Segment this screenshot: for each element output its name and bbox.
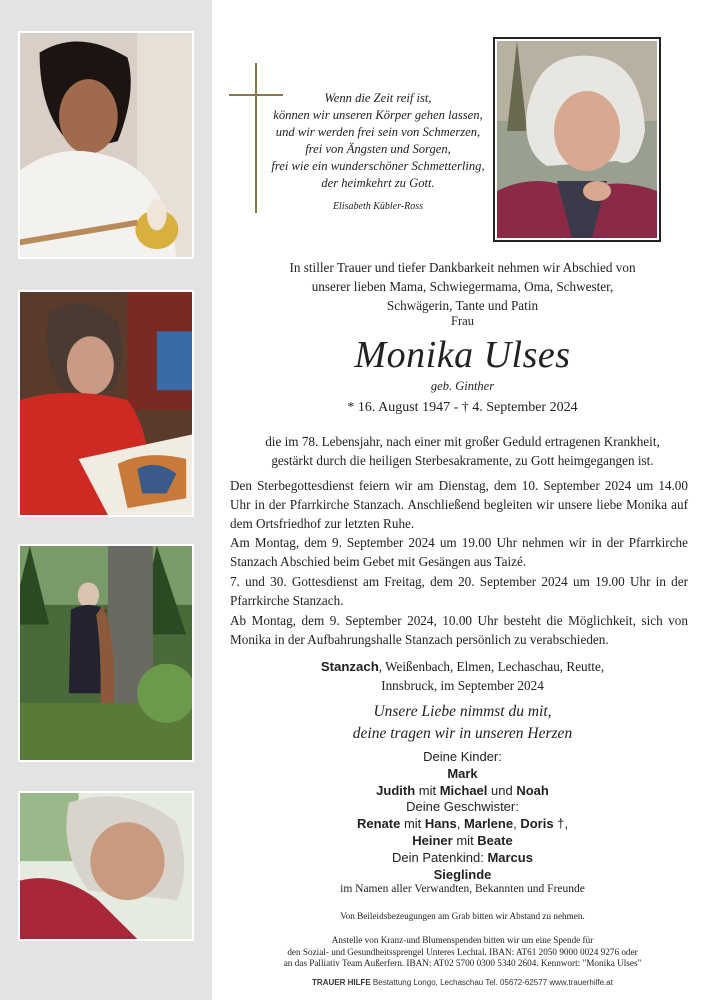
footer-text: Bestattung Longo, Lechaschau Tel. 05672-62577 www.trauerhilfe.at — [370, 978, 613, 987]
poem — [262, 90, 494, 215]
grandchild-name: Noah — [516, 782, 549, 798]
other-name: Sieglinde — [433, 866, 492, 882]
connector-text: mit — [452, 832, 478, 848]
siblings-label: Deine Geschwister: — [406, 799, 519, 815]
intro-line: In stiller Trauer und tiefer Dankbarkeit nehmen wir Abschied von — [289, 260, 636, 275]
motto-line: deine tragen wir in unseren Herzen — [352, 725, 573, 742]
connector-text: mit — [415, 782, 440, 798]
death-text-line: gestärkt durch die heiligen Sterbesakramente, zu Gott heimgegangen ist. — [271, 453, 654, 468]
photo-smiling-woman — [18, 791, 194, 941]
cross-icon — [255, 63, 257, 213]
paragraph-viewing: Ab Montag, dem 9. September 2024, 10.00 Uhr besteht die Möglichkeit, sich von Monika in der Aufbahrungshalle Stanzach persönlich zu verabschieden. — [230, 613, 688, 647]
place-and-date — [225, 657, 700, 695]
partner-name: Hans — [424, 816, 457, 832]
motto-line: Unsere Liebe nimmst du mit, — [373, 703, 552, 720]
poem-author: Elisabeth Kübler-Ross — [332, 201, 424, 212]
place-towns: , Weißenbach, Elmen, Lechaschau, Reutte, — [378, 659, 605, 674]
sibling-name: Heiner — [412, 832, 453, 848]
sibling-name: Marlene — [463, 816, 514, 832]
poem-line: frei von Ängsten und Sorgen, — [305, 142, 451, 156]
footer — [225, 978, 700, 987]
photo-woman-painting — [18, 290, 194, 517]
relatives-text: im Namen aller Verwandten, Bekannten und Freunde — [340, 883, 585, 895]
place-town-bold: Stanzach — [320, 659, 379, 674]
birth-name: geb. Ginther — [430, 379, 495, 393]
poem-line: Wenn die Zeit reif ist, — [324, 91, 432, 105]
intro-line: Schwägerin, Tante und Patin — [386, 298, 539, 313]
sibling-name: Renate — [356, 816, 401, 832]
donation-note — [225, 935, 700, 970]
portrait-photo — [493, 37, 661, 242]
life-dates: * 16. August 1947 - † 4. September 2024 — [347, 400, 578, 415]
poem-line: der heimkehrt zu Gott. — [321, 176, 435, 190]
partner-name: Michael — [439, 782, 488, 798]
paragraph-memorial-mass: 7. und 30. Gottesdienst am Freitag, dem 20. September 2024 um 19.00 Uhr in der Pfarrkirche Stanzach. — [230, 574, 688, 608]
godchild-name: Marcus — [487, 849, 533, 865]
donation-line: Anstelle von Kranz-und Blumenspenden bitten wir um eine Spende für — [331, 935, 594, 945]
photo-sidebar — [0, 0, 212, 1000]
salutation: Frau — [451, 314, 474, 328]
poem-line: können wir unseren Körper gehen lassen, — [273, 108, 483, 122]
connector-text: und — [487, 782, 517, 798]
godchild-label: Dein Patenkind: — [392, 849, 488, 865]
paragraph-funeral-mass: Den Sterbegottesdienst feiern wir am Dienstag, dem 10. September 2024 um 14.00 Uhr in der Pfarrkirche Stanzach. Anschließend begleiten wir unsere liebe Monika auf dem Ortsfriedhof zur letzten Ruhe. — [230, 478, 688, 531]
children-label: Deine Kinder: — [423, 749, 502, 764]
photo-young-woman-sculpting — [18, 31, 194, 259]
death-text — [225, 432, 700, 470]
connector-text: mit — [400, 816, 425, 832]
place-line2: Innsbruck, im September 2024 — [381, 678, 544, 693]
intro-text — [225, 258, 700, 315]
motto — [225, 701, 700, 745]
photo-woman-in-forest — [18, 544, 194, 762]
paragraph-prayer: Am Montag, dem 9. September 2024 um 19.00 Uhr nehmen wir in der Pfarrkirche Stanzach Abschied beim Gebet mit Gesängen aus Taizé. — [230, 535, 688, 569]
connector-text: †, — [553, 816, 569, 832]
connector-text: , — [456, 816, 464, 832]
donation-line: den Sozial- und Gesundheitssprengel Unteres Lechtal. IBAN: AT61 2050 9000 0024 9276 oder — [287, 946, 638, 957]
intro-line: unserer lieben Mama, Schwiegermama, Oma, Schwester, — [311, 279, 614, 294]
connector-text: , — [513, 816, 521, 832]
footer-brand: TRAUER HILFE — [312, 978, 371, 987]
child-name: Judith — [376, 782, 416, 798]
poem-line: und wir werden frei sein von Schmerzen, — [275, 125, 481, 139]
deceased-name: Monika Ulses — [354, 334, 571, 376]
death-text-line: die im 78. Lebensjahr, nach einer mit großer Geduld ertragenen Krankheit, — [265, 434, 660, 449]
poem-line: frei wie ein wunderschöner Schmetterling, — [271, 159, 485, 173]
donation-line: an das Palliativ Team Außerfern. IBAN: AT02 5700 0300 5340 2604. Kennwort: "Monika Ulses" — [283, 958, 642, 968]
family-list — [225, 749, 700, 883]
child-name: Mark — [447, 765, 478, 781]
sibling-name: Doris — [520, 816, 554, 832]
partner-name: Beate — [477, 832, 513, 848]
condolence-note: Von Beileidsbezeugungen am Grab bitten wir Abstand zu nehmen. — [340, 911, 585, 921]
